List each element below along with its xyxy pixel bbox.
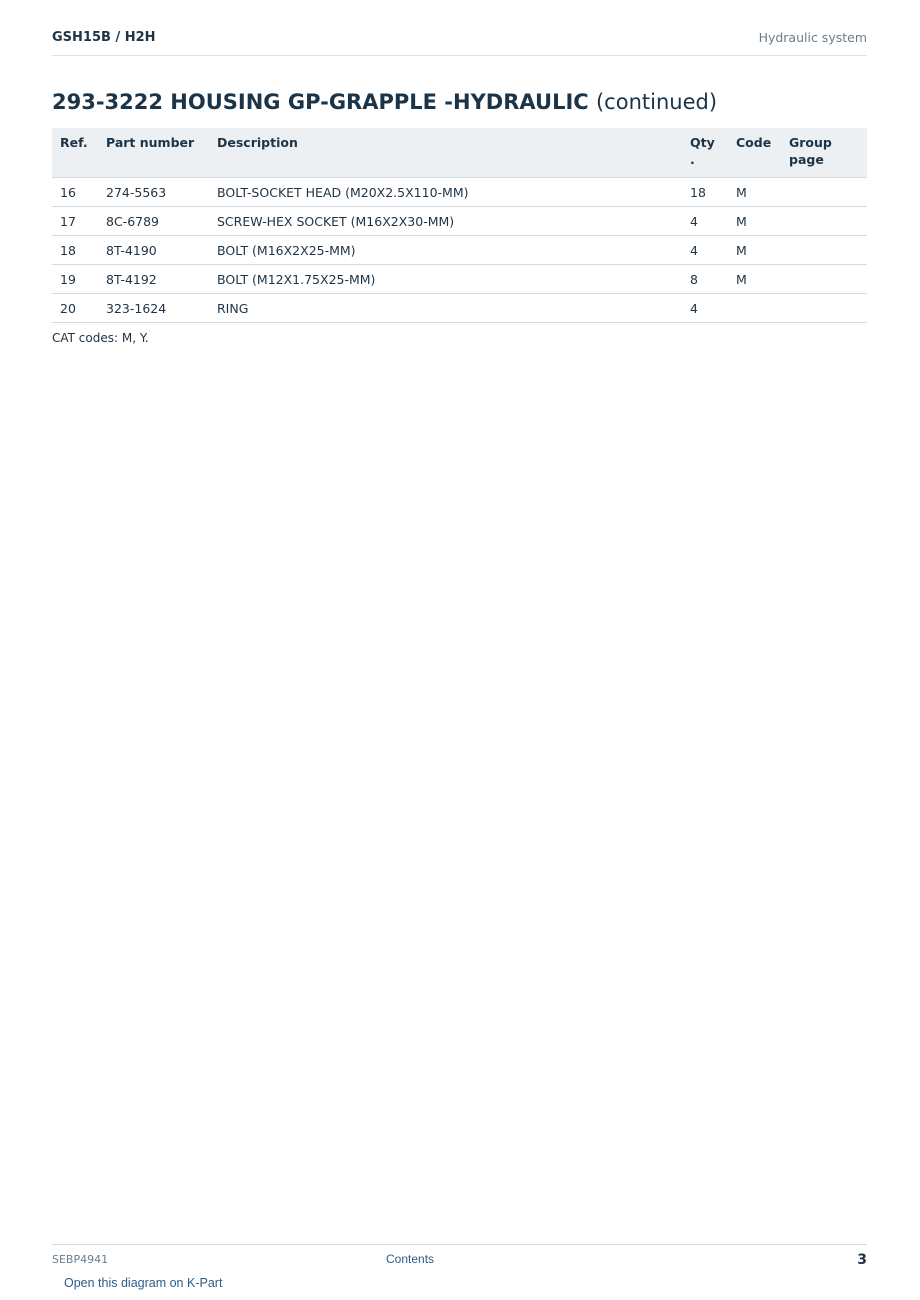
cell-description: RING	[209, 294, 682, 323]
section-label: Hydraulic system	[758, 30, 867, 45]
cell-code: M	[728, 207, 781, 236]
cell-group-page	[781, 207, 867, 236]
cell-ref: 20	[52, 294, 98, 323]
table-header-row	[52, 128, 867, 178]
cell-group-page	[781, 294, 867, 323]
cell-description: SCREW-HEX SOCKET (M16X2X30-MM)	[209, 207, 682, 236]
cell-ref: 16	[52, 178, 98, 207]
table-row	[52, 207, 867, 236]
parts-table	[52, 128, 867, 323]
cell-ref: 17	[52, 207, 98, 236]
cell-code: M	[728, 236, 781, 265]
cell-group-page	[781, 265, 867, 294]
cell-ref: 18	[52, 236, 98, 265]
column-header-description: Description	[209, 128, 682, 178]
page-title	[52, 90, 717, 114]
cell-code: M	[728, 178, 781, 207]
column-header-code: Code	[728, 128, 781, 178]
cell-part-number: 8T-4192	[98, 265, 209, 294]
page-number: 3	[857, 1252, 867, 1268]
cell-description: BOLT (M12X1.75X25-MM)	[209, 265, 682, 294]
cell-part-number: 274-5563	[98, 178, 209, 207]
page-header	[52, 28, 867, 56]
table-row	[52, 236, 867, 265]
column-header-ref: Ref.	[52, 128, 98, 178]
title-suffix: (continued)	[595, 90, 718, 114]
title-main: 293-3222 HOUSING GP-GRAPPLE -HYDRAULIC	[52, 90, 589, 114]
cell-part-number: 8C-6789	[98, 207, 209, 236]
document-id: SEBP4941	[52, 1253, 109, 1266]
footer-divider	[52, 1244, 867, 1245]
cell-qty: 8	[682, 265, 728, 294]
cell-description: BOLT (M16X2X25-MM)	[209, 236, 682, 265]
cell-part-number: 323-1624	[98, 294, 209, 323]
cell-qty: 4	[682, 207, 728, 236]
cell-description: BOLT-SOCKET HEAD (M20X2.5X110-MM)	[209, 178, 682, 207]
cell-qty: 4	[682, 236, 728, 265]
cat-codes-note: CAT codes: M, Y.	[52, 331, 149, 345]
cell-group-page	[781, 178, 867, 207]
table-row	[52, 178, 867, 207]
open-in-kpart-link[interactable]: Open this diagram on K-Part	[64, 1276, 223, 1290]
cell-group-page	[781, 236, 867, 265]
column-header-part-number: Part number	[98, 128, 209, 178]
cell-code: M	[728, 265, 781, 294]
table-row	[52, 265, 867, 294]
cell-code	[728, 294, 781, 323]
column-header-qty: Qty .	[682, 128, 728, 178]
column-header-group-page: Group page	[781, 128, 867, 178]
cell-part-number: 8T-4190	[98, 236, 209, 265]
cell-qty: 18	[682, 178, 728, 207]
cell-ref: 19	[52, 265, 98, 294]
cell-qty: 4	[682, 294, 728, 323]
contents-link[interactable]: Contents	[386, 1252, 435, 1266]
table-row	[52, 294, 867, 323]
model-label: GSH15B / H2H	[52, 30, 156, 45]
